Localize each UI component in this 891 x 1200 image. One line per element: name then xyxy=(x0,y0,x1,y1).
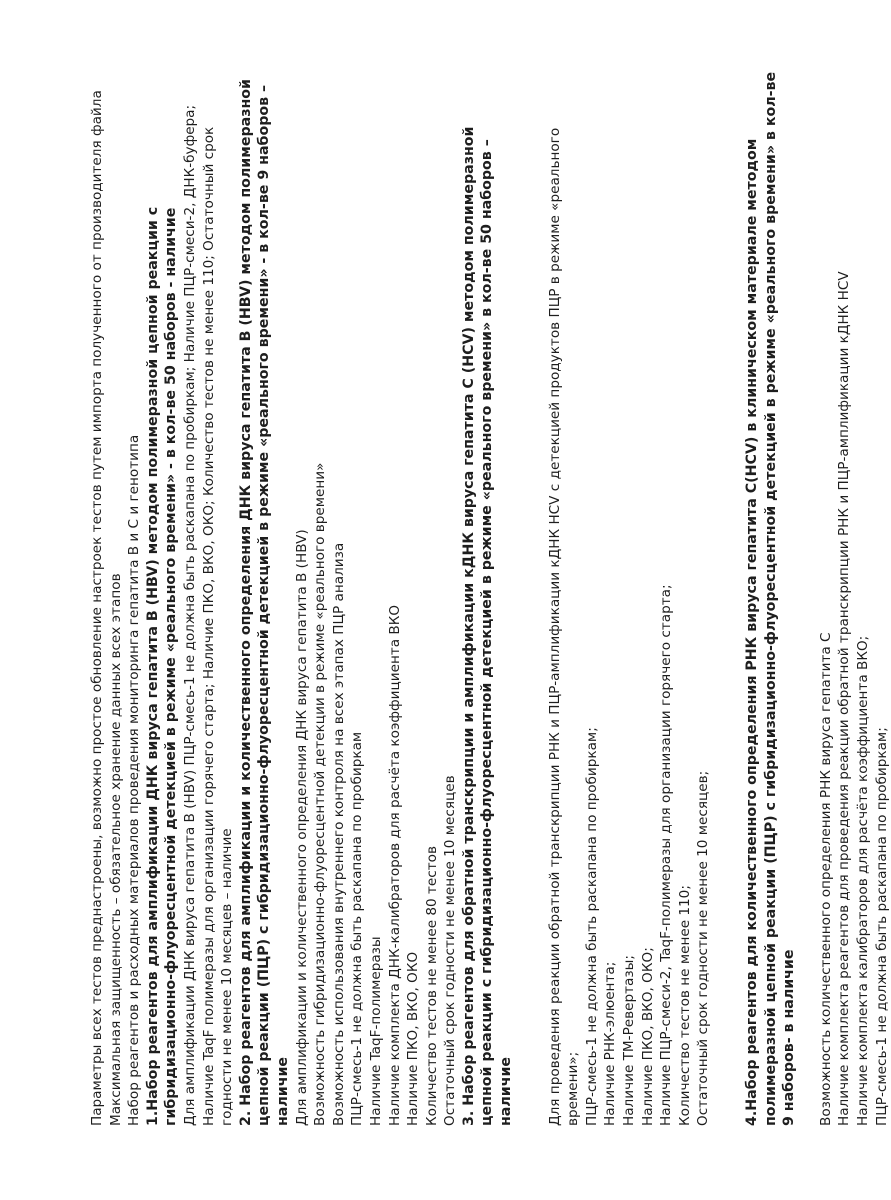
section-2-item: ПЦР-смесь-1 не должна быть раскапана по пробиркам xyxy=(349,731,366,1126)
section-2-title: 2. Набор реагентов для амплификации и количественного определения ДНК вируса гепатита В (HBV) методом полимеразной цепной реакции (ПЦР) с гибридизационно-флуоресцентной детекцией в режиме «реального времени» - в кол-ве 9 наборов – наличие xyxy=(237,79,291,1126)
section-2-item: Количество тестов не менее 80 тестов xyxy=(423,846,440,1126)
section-3-item: Количество тестов не менее 110; xyxy=(676,885,693,1126)
section-1-body: Для амплификации ДНК вируса гепатита В (HBV) ПЦР-смесь-1 не должна быть раскапана по пробиркам; Наличие ПЦР-смеси-2, ДНК-буфера; Наличие TaqF полимеразы для организации горячего старта; Наличие ПКО, ВКО, ОКО; Количество тестов не менее 110; Остаточный срок годности не менее 10 месяцев – наличие xyxy=(181,104,236,1126)
section-3-item: ПЦР-смесь-1 не должна быть раскапана по пробиркам; xyxy=(583,727,600,1126)
section-3-item: Для проведения реакции обратной транскрипции РНК и ПЦР-амплификации кДНК HCV с детекцией продуктов ПЦР в режиме «реального времени»; xyxy=(546,127,582,1126)
section-2-item: Для амплификации и количественного определения ДНК вируса гепатита В (HBV) xyxy=(293,529,310,1126)
section-2-item: Наличие комплекта ДНК-калибраторов для расчёта коэффициента ВКО xyxy=(386,604,403,1126)
section-4-item: Наличие комплекта калибраторов для расчёта коэффициента ВКО; xyxy=(854,635,871,1126)
paragraph-data-protection: Максимальная защищенность – обязательное хранение данных всех этапов xyxy=(107,573,124,1126)
section-2-item: Остаточный срок годности не менее 10 месяцев xyxy=(442,775,459,1126)
document-content xyxy=(88,66,891,1126)
section-4-title: 4.Набор реагентов для количественного определения РНК вируса гепатита С(HCV) в клиническом материале методом полимеразной цепной реакции (ПЦР) с гибридизационно-флуоресцентной детекцией в режиме «реального времени» в кол-ве 9 наборов- в наличие xyxy=(744,71,798,1126)
section-4-item: Возможность количественного определения РНК вируса гепатита С xyxy=(817,632,834,1126)
section-2-item: Возможность использования внутреннего контроля на всех этапах ПЦР анализа xyxy=(330,542,347,1126)
section-2-item: Возможность гибридизационно-флуоресцентной детекции в режиме «реального времени» xyxy=(312,462,329,1126)
section-3-item: Наличие ТМ-Ревертазы; xyxy=(621,955,638,1126)
spacer xyxy=(516,66,546,1126)
paragraph-reagent-set: Набор реагентов и расходных материалов проведения мониторинга гепатита В и С и генотипа xyxy=(126,434,143,1126)
section-3-item: Остаточный срок годности не менее 10 месяцев; xyxy=(695,770,712,1126)
spacer xyxy=(713,66,743,1126)
section-4-item: ПЦР-смесь-1 не должна быть раскапана по пробиркам; xyxy=(873,727,890,1126)
paragraph-test-parameters: Параметры всех тестов преднастроены, возможно простое обновление настроек тестов путем импорта полученного от производителя файла xyxy=(89,90,105,1126)
section-3-item: Наличие ПКО, ВКО, ОКО; xyxy=(639,947,656,1126)
section-3-item: Наличие РНК-элюента; xyxy=(602,961,619,1126)
section-2-item: Наличие ПКО, ВКО, ОКО xyxy=(405,951,422,1126)
section-4-item: Наличие комплекта реагентов для проведения реакции обратной транскрипции РНК и ПЦР-амплификации кДНК HCV xyxy=(836,271,853,1126)
section-1-title: 1.Набор реагентов для амплификации ДНК вируса гепатита В (HBV) методом полимеразной цепной реакции с гибридизационно-флуоресцентной детекцией в режиме «реального времени» - в кол-ве 50 наборов - наличие xyxy=(144,206,180,1126)
section-3-item: Наличие ПЦР-смеси-2, TaqF-полимеразы для организации горячего старта; xyxy=(658,584,675,1126)
spacer xyxy=(799,66,817,1126)
section-3-title: 3. Набор реагентов для обратной транскрипции и амплификации кДНК вируса гепатита С (HCV) методом полимеразной цепной реакции с гибридизационно-флуоресцентной детекцией в режиме «реального времени» в кол-ве 50 наборов – наличие xyxy=(460,126,515,1126)
section-2-item: Наличие TaqF-полимеразы xyxy=(367,936,384,1126)
